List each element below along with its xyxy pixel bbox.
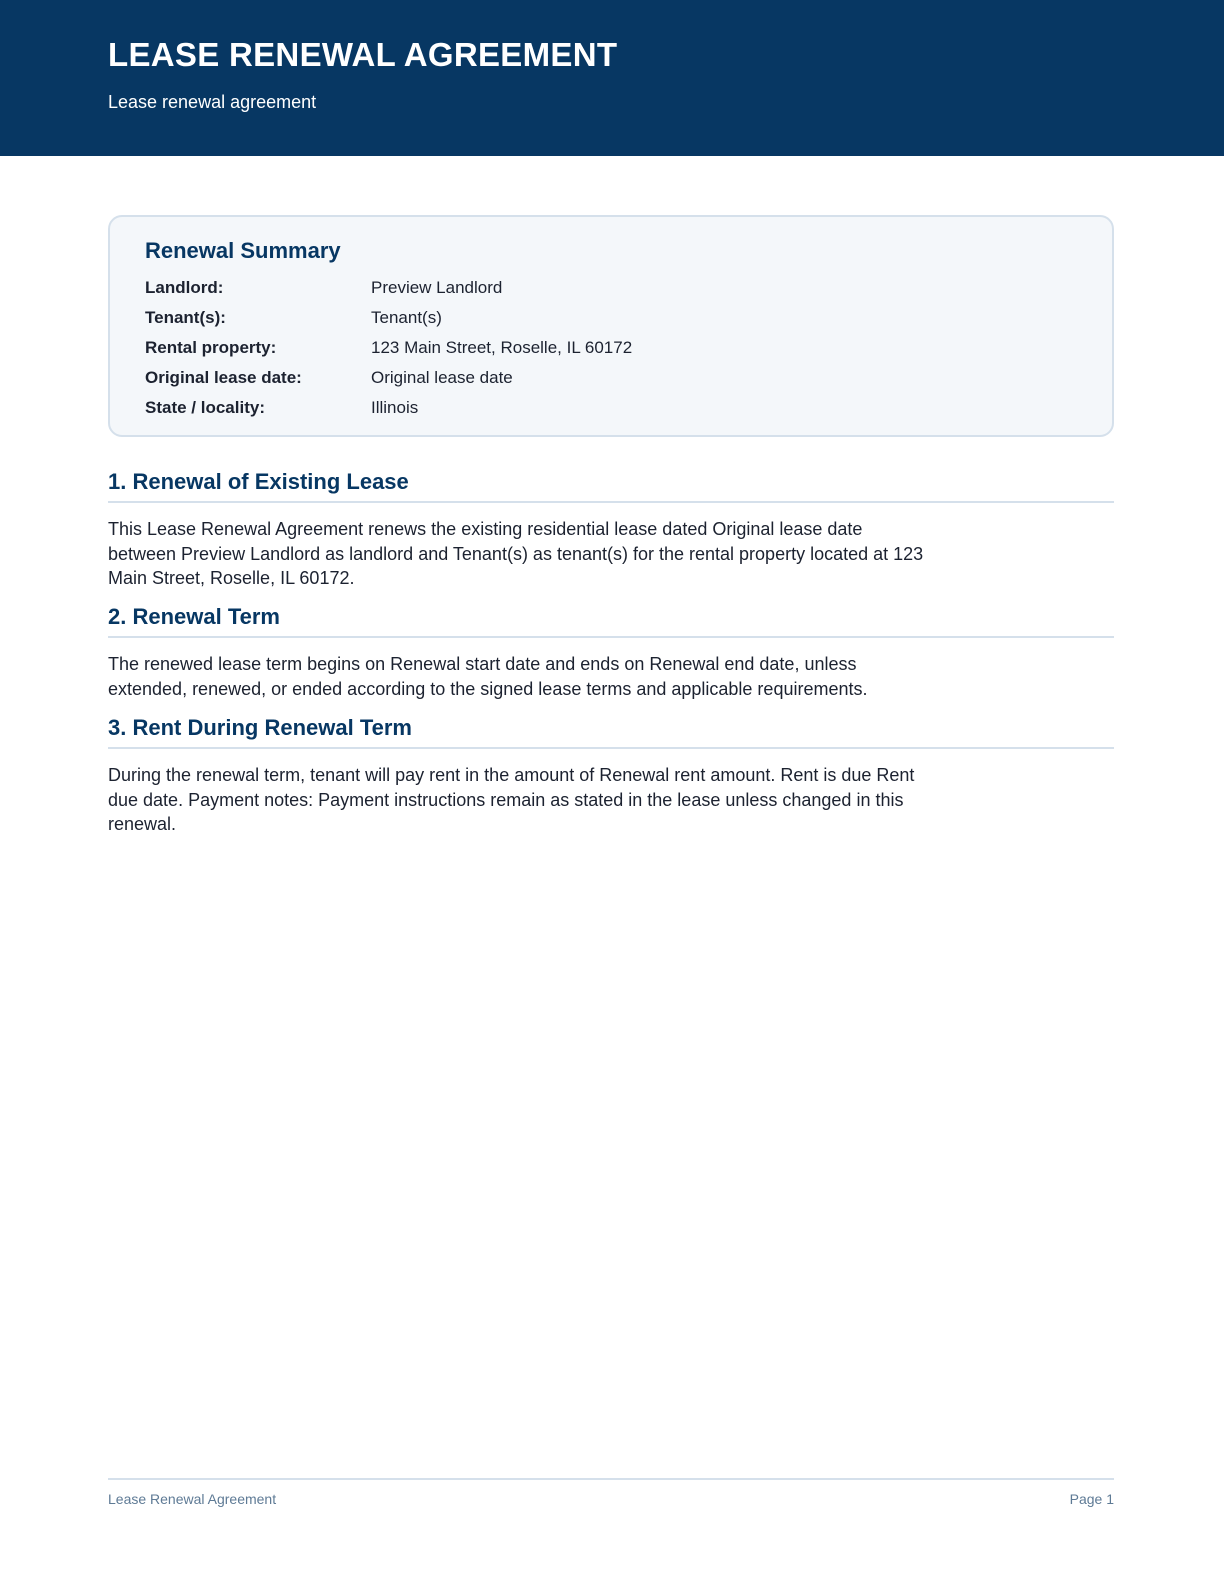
- summary-value: Original lease date: [371, 368, 513, 387]
- section-body-rent-during-renewal-term: During the renewal term, tenant will pay rent in the amount of Renewal rent amount. Rent is due Rent due date. Payment notes: Payment instructions remain as stated in the lease unless changed in this renewal.: [108, 765, 915, 834]
- document-title: LEASE RENEWAL AGREEMENT: [108, 36, 618, 73]
- section-heading-renewal-term: 2. Renewal Term: [108, 604, 1114, 638]
- document-subtitle: Lease renewal agreement: [108, 92, 317, 112]
- summary-label: Original lease date:: [145, 368, 302, 387]
- summary-label: Rental property:: [145, 338, 277, 357]
- section-heading-renewal-of-existing-lease: 1. Renewal of Existing Lease: [108, 469, 1114, 503]
- section-body-renewal-of-existing-lease: This Lease Renewal Agreement renews the existing residential lease dated Original lease date between Preview Landlord as landlord and Tenant(s) as tenant(s) for the rental property located at 123 Main Street, Roselle, IL 60172.: [108, 519, 924, 588]
- summary-value: 123 Main Street, Roselle, IL 60172: [371, 338, 633, 357]
- summary-row-rental-property: [145, 336, 1045, 360]
- summary-row-landlord: [145, 276, 1045, 300]
- summary-value: Preview Landlord: [371, 278, 503, 297]
- summary-value: Illinois: [371, 398, 419, 417]
- summary-row-state-locality: [145, 396, 1045, 420]
- section-body-renewal-term: The renewed lease term begins on Renewal start date and ends on Renewal end date, unless extended, renewed, or ended according to the signed lease terms and applicable requirements.: [108, 654, 868, 699]
- summary-row-original-lease-date: [145, 366, 1045, 390]
- summary-value: Tenant(s): [371, 308, 442, 327]
- footer-page-number: Page 1: [1069, 1491, 1114, 1507]
- footer-document-name: Lease Renewal Agreement: [108, 1491, 277, 1507]
- summary-label: State / locality:: [145, 398, 265, 417]
- footer-divider: [108, 1478, 1114, 1480]
- summary-label: Landlord:: [145, 278, 224, 297]
- header-band: [0, 0, 1224, 156]
- renewal-summary-box: [108, 215, 1114, 437]
- summary-label: Tenant(s):: [145, 308, 226, 327]
- summary-row-tenants: [145, 306, 1045, 330]
- summary-title: Renewal Summary: [145, 238, 341, 263]
- section-heading-rent-during-renewal-term: 3. Rent During Renewal Term: [108, 715, 1114, 749]
